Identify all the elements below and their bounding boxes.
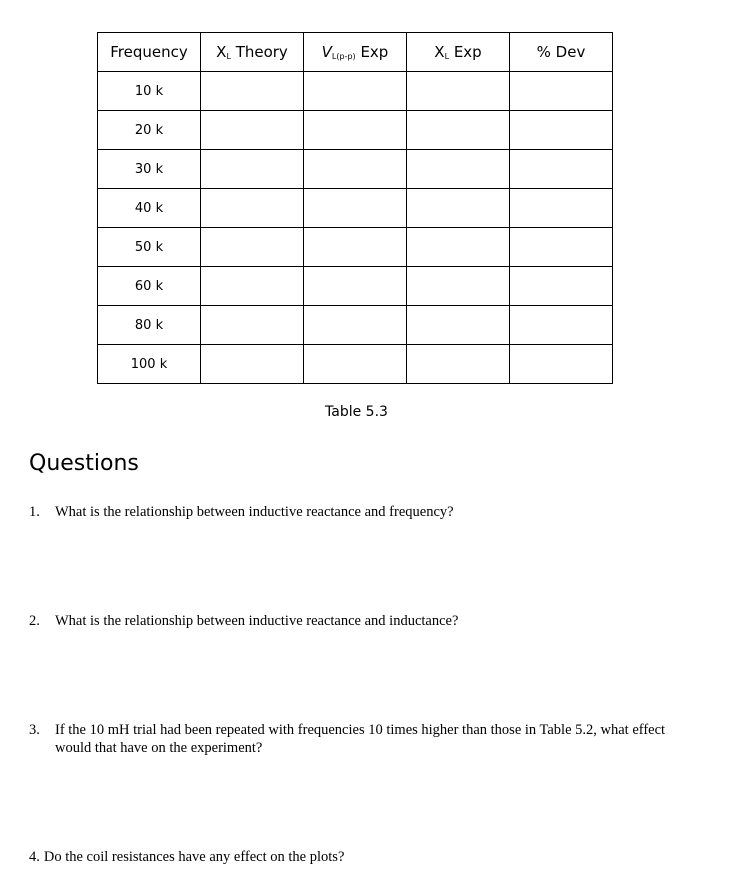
vl-exp-cell[interactable] [304, 111, 407, 150]
table-row [98, 150, 613, 189]
vl-exp-cell[interactable] [304, 189, 407, 228]
xl-exp-cell[interactable] [407, 150, 510, 189]
percent-dev-cell[interactable] [510, 306, 613, 345]
table-row [98, 111, 613, 150]
question-text: What is the relationship between inductive reactance and inductance? [55, 613, 459, 629]
percent-dev-cell[interactable] [510, 345, 613, 384]
xl-theory-cell[interactable] [201, 72, 304, 111]
percent-dev-cell[interactable] [510, 189, 613, 228]
xl-exp-cell[interactable] [407, 306, 510, 345]
question-1 [29, 503, 685, 521]
table-row [98, 306, 613, 345]
xl-exp-cell[interactable] [407, 228, 510, 267]
percent-dev-cell[interactable] [510, 111, 613, 150]
frequency-cell: 30 k [98, 150, 201, 189]
xl-exp-cell[interactable] [407, 111, 510, 150]
percent-dev-cell[interactable] [510, 150, 613, 189]
question-number: 2. [29, 613, 40, 629]
table-row [98, 189, 613, 228]
frequency-cell: 50 k [98, 228, 201, 267]
xl-exp-cell[interactable] [407, 345, 510, 384]
vl-exp-cell[interactable] [304, 150, 407, 189]
frequency-cell: 10 k [98, 72, 201, 111]
table-caption: Table 5.3 [325, 404, 388, 420]
frequency-cell: 20 k [98, 111, 201, 150]
question-text: What is the relationship between inductive reactance and frequency? [55, 504, 454, 520]
question-text: If the 10 mH trial had been repeated with frequencies 10 times higher than those in Table 5.2, what effect would that have on the experiment? [55, 722, 666, 756]
question-text: Do the coil resistances have any effect on the plots? [43, 849, 345, 865]
xl-theory-cell[interactable] [201, 150, 304, 189]
header-vl-exp: VL(p-p) Exp [304, 33, 407, 72]
question-4 [29, 848, 344, 866]
frequency-cell: 100 k [98, 345, 201, 384]
question-number: 4. [29, 849, 40, 865]
vl-exp-cell[interactable] [304, 267, 407, 306]
question-number: 3. [29, 722, 40, 738]
xl-exp-cell[interactable] [407, 72, 510, 111]
table-row [98, 267, 613, 306]
vl-exp-cell[interactable] [304, 306, 407, 345]
table-row [98, 72, 613, 111]
xl-theory-cell[interactable] [201, 345, 304, 384]
xl-exp-cell[interactable] [407, 267, 510, 306]
xl-exp-cell[interactable] [407, 189, 510, 228]
table-header-row [98, 33, 613, 72]
question-2 [29, 612, 685, 630]
xl-theory-cell[interactable] [201, 228, 304, 267]
header-xl-exp: XL Exp [407, 33, 510, 72]
header-percent-dev: % Dev [510, 33, 613, 72]
header-frequency: Frequency [98, 33, 201, 72]
header-xl-theory: XL Theory [201, 33, 304, 72]
xl-theory-cell[interactable] [201, 111, 304, 150]
percent-dev-cell[interactable] [510, 228, 613, 267]
vl-exp-cell[interactable] [304, 345, 407, 384]
data-table-5-3 [97, 32, 613, 384]
xl-theory-cell[interactable] [201, 267, 304, 306]
percent-dev-cell[interactable] [510, 72, 613, 111]
frequency-cell: 60 k [98, 267, 201, 306]
vl-exp-cell[interactable] [304, 228, 407, 267]
vl-exp-cell[interactable] [304, 72, 407, 111]
question-3 [29, 721, 685, 757]
table-row [98, 345, 613, 384]
frequency-cell: 40 k [98, 189, 201, 228]
xl-theory-cell[interactable] [201, 189, 304, 228]
percent-dev-cell[interactable] [510, 267, 613, 306]
question-number: 1. [29, 504, 40, 520]
questions-heading: Questions [29, 451, 139, 476]
frequency-cell: 80 k [98, 306, 201, 345]
xl-theory-cell[interactable] [201, 306, 304, 345]
table-row [98, 228, 613, 267]
